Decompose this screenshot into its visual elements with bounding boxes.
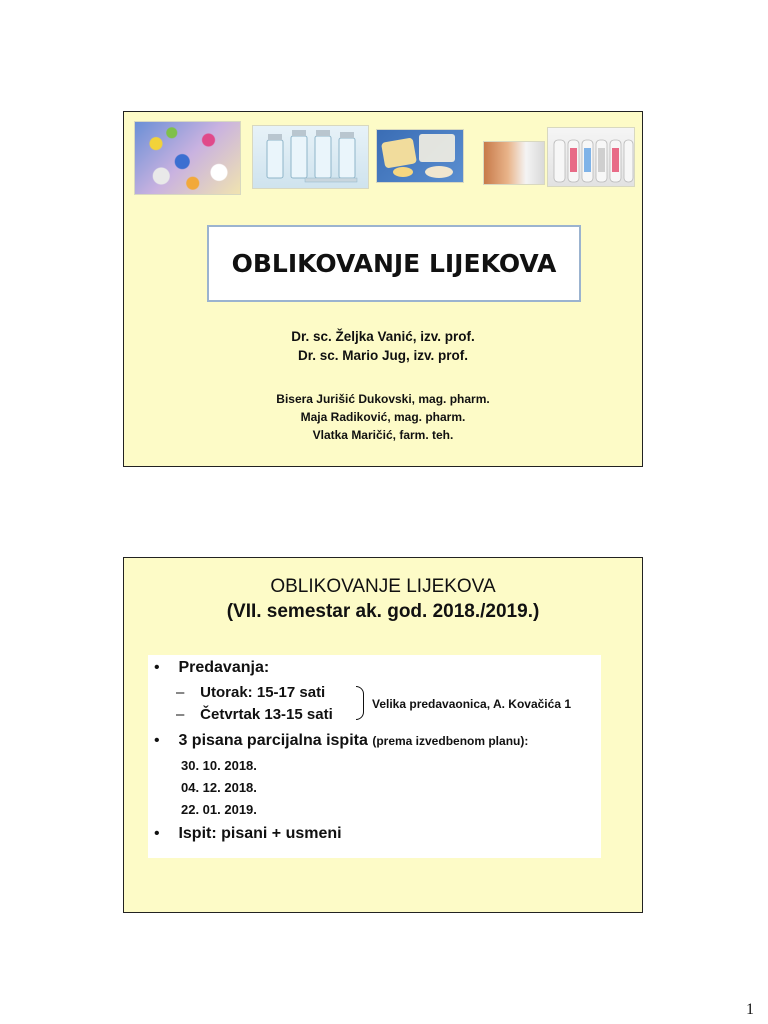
assistant-line: Vlatka Maričić, farm. teh. <box>312 428 454 442</box>
final-exam-bullet <box>148 825 342 843</box>
exams-bullet <box>148 732 528 750</box>
slide-schedule <box>123 557 643 913</box>
assistant-authors <box>124 390 642 444</box>
author-line: Dr. sc. Željka Vanić, izv. prof. <box>291 329 475 344</box>
exams-label: 3 pisana parcijalna ispita <box>178 732 368 749</box>
lecture-tuesday-text: Utorak: 15-17 sati <box>200 684 326 701</box>
assistant-line: Maja Radiković, mag. pharm. <box>300 410 466 424</box>
exam-date: 04. 12. 2018. <box>181 780 257 795</box>
slide-title <box>123 111 643 467</box>
schedule-content <box>148 655 601 858</box>
patches-image <box>376 129 464 183</box>
schedule-title: OBLIKOVANJE LIJEKOVA <box>270 576 496 597</box>
inhaler-image <box>483 141 545 185</box>
lecture-tuesday <box>176 684 325 701</box>
exam-date: 30. 10. 2018. <box>181 758 257 773</box>
exam-date: 22. 01. 2019. <box>181 802 257 817</box>
final-exam-text: Ispit: pisani + usmeni <box>178 825 342 842</box>
title-text: OBLIKOVANJE LIJEKOVA <box>231 249 557 278</box>
lecture-thursday-text: Četvrtak 13-15 sati <box>200 706 333 723</box>
lectures-label: Predavanja: <box>178 659 270 676</box>
lecture-thursday <box>176 706 333 723</box>
lectures-bullet <box>148 659 269 677</box>
page-number: 1 <box>746 1001 754 1018</box>
lecture-location: Velika predavaonica, A. Kovačića 1 <box>372 697 571 711</box>
main-authors <box>124 327 642 365</box>
assistant-line: Bisera Jurišić Dukovski, mag. pharm. <box>276 392 490 406</box>
vials-image <box>252 125 369 189</box>
pills-image <box>134 121 241 195</box>
author-line: Dr. sc. Mario Jug, izv. prof. <box>297 348 469 363</box>
ampoules-image <box>547 127 635 187</box>
brace-icon <box>356 686 364 720</box>
schedule-subtitle: (VII. semestar ak. god. 2018./2019.) <box>226 601 540 622</box>
slide-title-box <box>207 225 581 302</box>
exams-note: (prema izvedbenom planu): <box>372 734 529 748</box>
